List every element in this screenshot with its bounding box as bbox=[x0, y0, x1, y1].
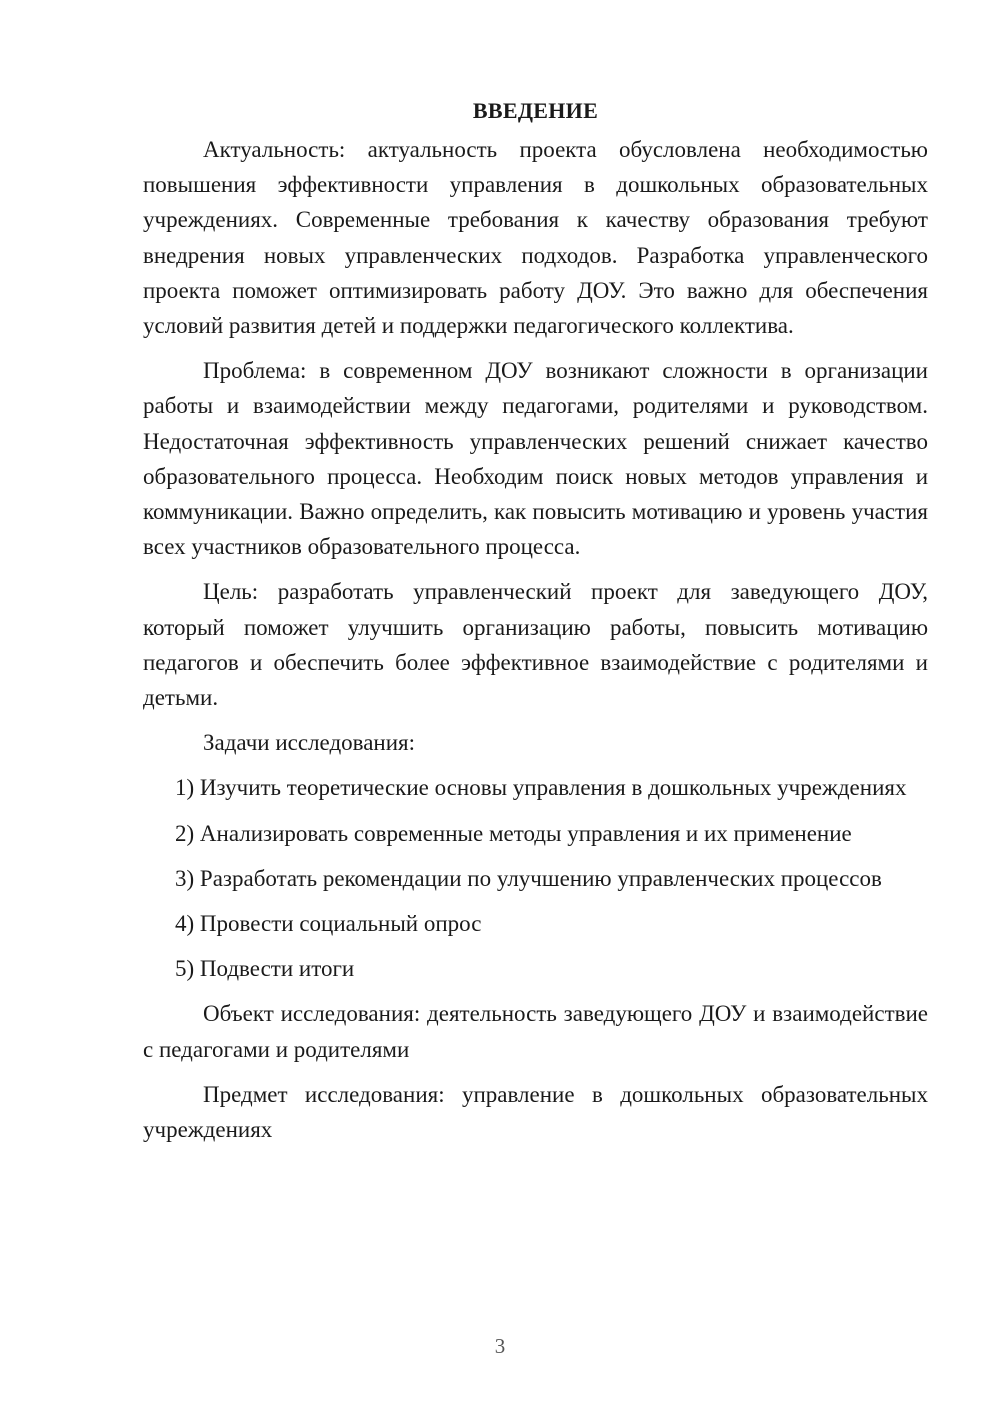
paragraph-relevance: Актуальность: актуальность проекта обусловлена необходимостью повышения эффективности управления в дошкольных образовательных учреждениях. Современные требования к качеству образования требуют внедрения новых управленческих подходов. Разработка управленческого проекта поможет оптимизировать работу ДОУ. Это важно для обеспечения условий развития детей и поддержки педагогического коллектива. bbox=[143, 137, 928, 339]
paragraph-object: Объект исследования: деятельность заведующего ДОУ и взаимодействие с педагогами и родителями bbox=[143, 1001, 928, 1062]
task-item-5: 5) Подвести итоги bbox=[175, 956, 355, 982]
paragraph-problem: Проблема: в современном ДОУ возникают сложности в организации работы и взаимодействии между педагогами, родителями и руководством. Недостаточная эффективность управленческих решений снижает качество образовательного процесса. Необходим поиск новых методов управления и коммуникации. Важно определить, как повысить мотивацию и уровень участия всех участников образовательного процесса. bbox=[143, 358, 928, 560]
task-item-2: 2) Анализировать современные методы управления и их применение bbox=[175, 820, 852, 846]
page-content bbox=[143, 96, 928, 1157]
task-item-4: 4) Провести социальный опрос bbox=[175, 911, 482, 937]
task-item-3: 3) Разработать рекомендации по улучшению управленческих процессов bbox=[175, 865, 882, 891]
page-number: 3 bbox=[494, 1334, 506, 1358]
task-item-1: 1) Изучить теоретические основы управления в дошкольных учреждениях bbox=[175, 775, 907, 801]
section-title: ВВЕДЕНИЕ bbox=[472, 98, 599, 123]
tasks-heading: Задачи исследования: bbox=[203, 730, 416, 756]
paragraph-goal: Цель: разработать управленческий проект для заведующего ДОУ, который поможет улучшить организацию работы, повысить мотивацию педагогов и обеспечить более эффективное взаимодействие с родителями и детьми. bbox=[143, 579, 928, 711]
paragraph-subject: Предмет исследования: управление в дошкольных образовательных учреждениях bbox=[143, 1081, 928, 1143]
